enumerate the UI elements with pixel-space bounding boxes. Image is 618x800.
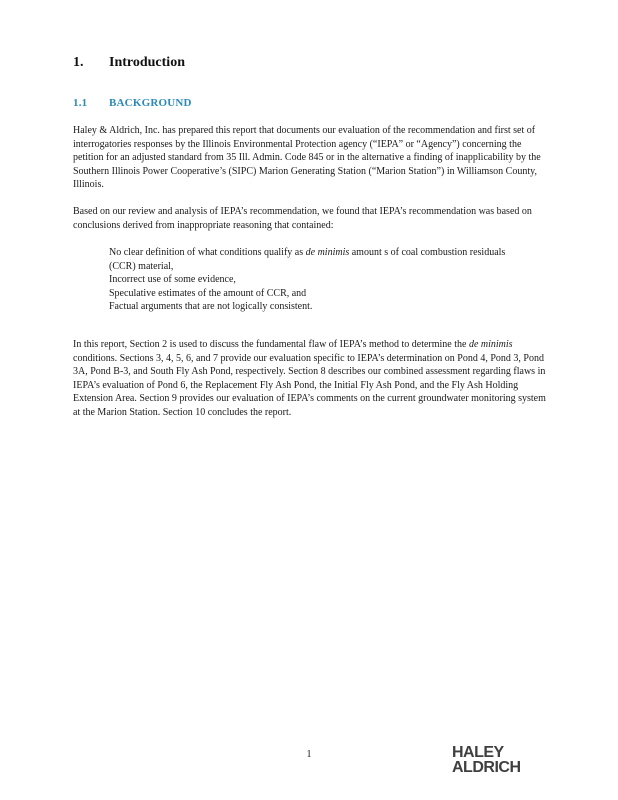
logo-line-1: HALEY xyxy=(452,744,504,761)
list-item xyxy=(90,287,530,301)
section-number: 1. xyxy=(73,55,84,70)
paragraph-report-outline xyxy=(73,338,547,419)
list-item-emphasis: de minimis xyxy=(305,247,350,258)
subsection-heading xyxy=(73,97,192,109)
logo-line-2: ALDRICH xyxy=(452,759,521,776)
paragraph-findings-intro: Based on our review and analysis of IEPA’s recommendation, we found that IEPA’s recommendation was based on conclusions derived from inappropriate reasoning that contained: xyxy=(73,206,532,231)
list-item xyxy=(90,273,530,287)
list-item xyxy=(90,300,530,314)
page-number: 1 xyxy=(306,749,312,760)
list-item-text: Speculative estimates of the amount of CCR, and xyxy=(109,287,307,299)
paragraph-emphasis: de minimis xyxy=(468,339,513,350)
findings-list xyxy=(90,246,530,314)
list-item-text: Factual arguments that are not logically consistent. xyxy=(109,301,313,312)
haley-aldrich-logo xyxy=(452,745,521,775)
paragraph-text: conditions. Sections 3, 4, 5, 6, and 7 provide our evaluation specific to IEPA’s determination on Pond 4, Pond 3, Pond 3A, Pond B-3, and South Fly Ash Pond, respectively. Section 8 describes our combined assessment regarding flaws in IEPA’s evaluation of Pond 6, the Replacement Fly Ash Pond, the Initial Fly Ash Pond, and the Fly Ash Holding Extension Area. Section 9 provides our evaluation of IEPA’s comments on the current groundwater monitoring system at the Marion Station. Section 10 concludes the report. xyxy=(73,352,546,418)
subsection-number: 1.1 xyxy=(73,97,88,109)
list-item-text: No clear definition of what conditions qualify as xyxy=(109,247,306,258)
paragraph-background: Haley & Aldrich, Inc. has prepared this report that documents our evaluation of the recommendation and first set of interrogatories responses by the Illinois Environmental Protection agency (“IEPA” or “Agency”) concerning the petition for an adjusted standard from 35 Ill. Admin. Code 845 or in the alternative a finding of inapplicability by the Southern Illinois Power Cooperative’s (SIPC) Marion Generating Station (“Marion Station”) in Williamson County, Illinois. xyxy=(73,125,541,190)
section-title: Introduction xyxy=(109,55,185,70)
paragraph-text: In this report, Section 2 is used to discuss the fundamental flaw of IEPA’s method to determine the xyxy=(73,339,469,350)
list-item xyxy=(90,246,530,273)
list-item-text: amount s of coal combustion residuals (CCR) material, xyxy=(109,247,506,272)
list-item-text: Incorrect use of some evidence, xyxy=(109,274,236,285)
subsection-title: BACKGROUND xyxy=(109,97,192,109)
section-heading xyxy=(73,55,185,71)
